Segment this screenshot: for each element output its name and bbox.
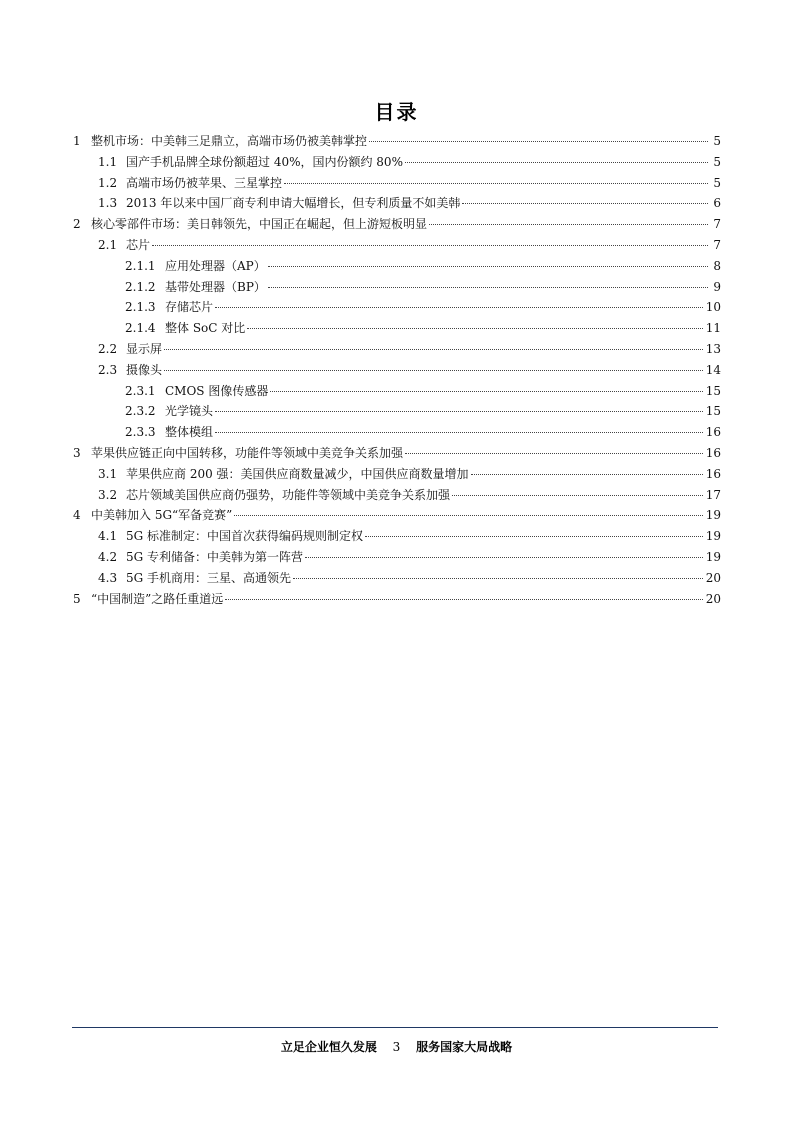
toc-entry-title: CMOS 图像传感器 bbox=[165, 383, 269, 398]
toc-entry-page: 10 bbox=[705, 300, 721, 315]
toc-entry-page: 19 bbox=[705, 549, 721, 564]
page-title: 目录 bbox=[374, 100, 419, 124]
toc-dot-leader bbox=[452, 495, 703, 496]
toc-entry-level-2[interactable] bbox=[73, 547, 721, 568]
toc-entry-title: 整体 SoC 对比 bbox=[165, 321, 246, 336]
toc-entry-title: 5G 手机商用：三星、高通领先 bbox=[126, 570, 292, 585]
toc-entry-number: 3.2 bbox=[98, 487, 118, 502]
toc-entry-title: “中国制造”之路任重道远 bbox=[91, 591, 224, 606]
toc-dot-leader bbox=[215, 307, 703, 308]
toc-dot-leader bbox=[247, 328, 702, 329]
toc-entry-number: 4.2 bbox=[98, 549, 118, 564]
toc-entry-page: 15 bbox=[705, 404, 721, 419]
toc-entry-number: 2.1.1 bbox=[125, 258, 156, 273]
toc-dot-leader bbox=[405, 162, 708, 163]
toc-dot-leader bbox=[284, 183, 708, 184]
toc-dot-leader bbox=[234, 515, 702, 516]
toc-entry-number: 2.1.3 bbox=[125, 300, 156, 315]
toc-entry-level-3[interactable] bbox=[73, 381, 721, 402]
toc-entry-page: 5 bbox=[713, 154, 721, 169]
toc-entry-level-2[interactable] bbox=[73, 173, 721, 194]
footer-left-slogan: 立足企业恒久发展 bbox=[280, 1040, 377, 1054]
toc-entry-number: 1 bbox=[73, 134, 81, 148]
toc-entry-number: 4.3 bbox=[98, 570, 118, 585]
toc-dot-leader bbox=[152, 245, 708, 246]
toc-dot-leader bbox=[164, 349, 703, 350]
toc-entry-title: 芯片领域美国供应商仍强势，功能件等领域中美竞争关系加强 bbox=[126, 487, 451, 502]
toc-entry-page: 5 bbox=[713, 175, 721, 190]
toc-entry-number: 3 bbox=[73, 445, 81, 460]
toc-entry-level-2[interactable] bbox=[73, 360, 721, 381]
toc-dot-leader bbox=[293, 578, 703, 579]
toc-entry-number: 1.2 bbox=[98, 175, 118, 190]
toc-dot-leader bbox=[429, 224, 708, 225]
toc-entry-level-1[interactable] bbox=[73, 443, 721, 464]
toc-entry-page: 20 bbox=[705, 570, 721, 585]
toc-entry-title: 显示屏 bbox=[126, 341, 163, 356]
toc-entry-level-2[interactable] bbox=[73, 152, 721, 173]
toc-entry-title: 中美韩加入 5G“军备竞赛” bbox=[91, 508, 233, 523]
toc-entry-title: 摄像头 bbox=[126, 362, 163, 377]
toc-dot-leader bbox=[270, 391, 702, 392]
toc-entry-title: 光学镜头 bbox=[165, 404, 214, 419]
toc-entry-number: 3.1 bbox=[98, 466, 118, 481]
toc-entry-title: 基带处理器（BP） bbox=[165, 279, 266, 294]
toc-entry-title: 应用处理器（AP） bbox=[165, 258, 266, 273]
toc-entry-title: 2013 年以来中国厂商专利申请大幅增长，但专利质量不如美韩 bbox=[126, 196, 461, 211]
toc-entry-page: 7 bbox=[713, 237, 721, 252]
toc-entry-level-3[interactable] bbox=[73, 277, 721, 298]
toc-dot-leader bbox=[462, 203, 708, 204]
toc-entry-level-2[interactable] bbox=[73, 193, 721, 214]
toc-entry-level-3[interactable] bbox=[73, 318, 721, 339]
footer-right-slogan: 服务国家大局战略 bbox=[416, 1040, 513, 1054]
toc-dot-leader bbox=[225, 599, 702, 600]
toc-entry-title: 整机市场：中美韩三足鼎立，高端市场仍被美韩掌控 bbox=[91, 134, 368, 148]
toc-entry-level-3[interactable] bbox=[73, 256, 721, 277]
toc-entry-page: 11 bbox=[705, 321, 721, 336]
toc-entry-level-1[interactable] bbox=[73, 131, 721, 152]
toc-entry-level-2[interactable] bbox=[73, 464, 721, 485]
toc-entry-page: 7 bbox=[713, 217, 721, 232]
toc-entry-title: 5G 标准制定：中国首次获得编码规则制定权 bbox=[126, 529, 364, 544]
toc-entry-number: 2.1.2 bbox=[125, 279, 156, 294]
toc-dot-leader bbox=[215, 432, 703, 433]
toc-entry-title: 芯片 bbox=[126, 237, 151, 252]
toc-entry-level-3[interactable] bbox=[73, 422, 721, 443]
toc-entry-page: 5 bbox=[713, 134, 721, 148]
toc-entry-title: 整体模组 bbox=[165, 425, 214, 440]
footer-divider bbox=[72, 1027, 718, 1028]
footer-page-number: 3 bbox=[392, 1040, 401, 1054]
toc-entry-number: 2.3.1 bbox=[125, 383, 156, 398]
toc-dot-leader bbox=[215, 411, 703, 412]
toc-entry-number: 5 bbox=[73, 591, 81, 606]
toc-entry-title: 国产手机品牌全球份额超过 40%，国内份额约 80% bbox=[126, 154, 403, 169]
toc-dot-leader bbox=[405, 453, 703, 454]
toc-entry-level-2[interactable] bbox=[73, 339, 721, 360]
toc-entry-page: 16 bbox=[705, 466, 721, 481]
toc-entry-page: 19 bbox=[705, 529, 721, 544]
toc-entry-page: 16 bbox=[705, 445, 721, 460]
toc-entry-title: 核心零部件市场：美日韩领先，中国正在崛起，但上游短板明显 bbox=[91, 217, 428, 232]
toc-entry-level-2[interactable] bbox=[73, 485, 721, 506]
toc-entry-number: 2.2 bbox=[98, 341, 118, 356]
toc-dot-leader bbox=[369, 141, 708, 142]
toc-entry-number: 4 bbox=[73, 508, 81, 523]
toc-entry-title: 高端市场仍被苹果、三星掌控 bbox=[126, 175, 283, 190]
toc-entry-level-3[interactable] bbox=[73, 297, 721, 318]
toc-entry-level-1[interactable] bbox=[73, 214, 721, 235]
toc-entry-number: 2.3.3 bbox=[125, 425, 156, 440]
toc-entry-number: 2.3.2 bbox=[125, 404, 156, 419]
toc-entry-page: 6 bbox=[713, 196, 721, 211]
toc-entry-page: 14 bbox=[705, 362, 721, 377]
toc-entry-level-2[interactable] bbox=[73, 526, 721, 547]
toc-dot-leader bbox=[365, 536, 703, 537]
toc-entry-page: 8 bbox=[713, 258, 721, 273]
toc-dot-leader bbox=[471, 474, 703, 475]
toc-entry-level-2[interactable] bbox=[73, 235, 721, 256]
toc-entry-title: 存储芯片 bbox=[165, 300, 214, 315]
table-of-contents bbox=[73, 131, 721, 609]
toc-entry-page: 17 bbox=[705, 487, 721, 502]
toc-entry-page: 20 bbox=[705, 591, 721, 606]
toc-dot-leader bbox=[164, 370, 703, 371]
toc-entry-level-2[interactable] bbox=[73, 568, 721, 589]
toc-entry-number: 2.3 bbox=[98, 362, 118, 377]
toc-entry-number: 2.1.4 bbox=[125, 321, 156, 336]
toc-entry-number: 1.1 bbox=[98, 154, 118, 169]
toc-entry-page: 16 bbox=[705, 425, 721, 440]
toc-entry-number: 2 bbox=[73, 217, 81, 232]
toc-dot-leader bbox=[268, 266, 708, 267]
toc-entry-number: 2.1 bbox=[98, 237, 118, 252]
toc-entry-page: 13 bbox=[705, 341, 721, 356]
toc-entry-title: 5G 专利储备：中美韩为第一阵营 bbox=[126, 549, 304, 564]
toc-entry-number: 1.3 bbox=[98, 196, 118, 211]
page-footer bbox=[0, 1038, 793, 1055]
toc-entry-page: 15 bbox=[705, 383, 721, 398]
toc-entry-level-1[interactable] bbox=[73, 505, 721, 526]
toc-entry-page: 9 bbox=[713, 279, 721, 294]
toc-dot-leader bbox=[268, 287, 708, 288]
toc-dot-leader bbox=[305, 557, 703, 558]
toc-entry-number: 4.1 bbox=[98, 529, 118, 544]
toc-entry-level-1[interactable] bbox=[73, 589, 721, 610]
toc-entry-title: 苹果供应链正向中国转移，功能件等领域中美竞争关系加强 bbox=[91, 445, 404, 460]
toc-entry-page: 19 bbox=[705, 508, 721, 523]
toc-entry-title: 苹果供应商 200 强：美国供应商数量减少，中国供应商数量增加 bbox=[126, 466, 469, 481]
toc-entry-level-3[interactable] bbox=[73, 401, 721, 422]
